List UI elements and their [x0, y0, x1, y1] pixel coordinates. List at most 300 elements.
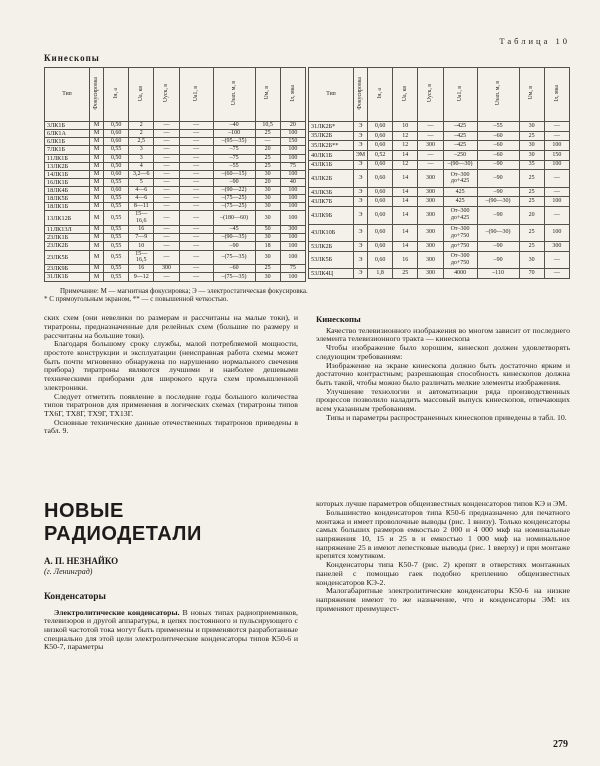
table-cell: Э	[354, 224, 368, 242]
tube-type-cell: 53ЛК5Б	[309, 251, 354, 269]
table-row	[45, 265, 306, 273]
table-cell: –(180—60)	[213, 211, 255, 226]
tube-type-cell: 43ЛК2Б	[309, 170, 354, 188]
table-cell: 2	[129, 130, 154, 138]
table-cell: 100	[544, 224, 569, 242]
table-cell: 20	[255, 146, 280, 154]
table-cell: —	[154, 154, 179, 162]
page-number: 279	[553, 739, 568, 750]
table-cell: –60	[477, 141, 519, 151]
table-row	[309, 170, 570, 188]
table-cell: –425	[443, 122, 477, 132]
column-header: Iл, мка	[280, 68, 305, 122]
paragraph: Типы и параметры распространенных кинескопов приведены в табл. 10.	[326, 412, 567, 422]
tube-type-cell: 3ЛК1Б	[45, 122, 90, 130]
table-row	[45, 146, 306, 154]
table-cell: М	[90, 250, 104, 265]
table-cell: 100	[280, 195, 305, 203]
table-cell: 0,55	[104, 265, 129, 273]
table-cell: 25	[519, 242, 544, 252]
table-row	[309, 187, 570, 197]
column-header: Uуск, в	[418, 68, 443, 122]
table-cell: —	[179, 130, 213, 138]
tube-type-cell: 31ЛК2Б*	[309, 122, 354, 132]
paragraph: Качество телевизионного изображения во многом зависит от последнего элемента телевизионного тракта — кинескопа	[316, 325, 570, 344]
table-notes	[44, 287, 570, 305]
table-cell: М	[90, 154, 104, 162]
tube-type-cell: 11ЛК13Л	[45, 226, 90, 234]
table-cell: Э	[354, 131, 368, 141]
column-header: Фокусировка	[354, 68, 368, 122]
tube-type-cell: 35ЛК2Б	[309, 131, 354, 141]
table-cell: —	[154, 242, 179, 250]
table-cell: М	[90, 234, 104, 242]
column-header: Uзап. м, в	[477, 68, 519, 122]
table-cell: 0,60	[104, 187, 129, 195]
table-cell: 25	[519, 187, 544, 197]
table-cell: –90	[477, 251, 519, 269]
table-cell: —	[179, 195, 213, 203]
table-cell: 14	[393, 170, 418, 188]
table-cell: От–300 до+425	[443, 170, 477, 188]
table-note: * С прямоугольным экраном, ** — с повышенной четкостью.	[44, 295, 229, 304]
table-cell: М	[90, 187, 104, 195]
table-cell: 100	[280, 146, 305, 154]
table-cell: От–300 до+750	[443, 251, 477, 269]
table-cell: 300	[544, 242, 569, 252]
table-cell: 0,60	[368, 131, 393, 141]
table-cell: Э	[354, 187, 368, 197]
table-row	[45, 242, 306, 250]
table-cell: –(75—25)	[213, 195, 255, 203]
table-row	[309, 242, 570, 252]
article-title-line: НОВЫЕ	[44, 500, 124, 523]
table-cell: 300	[418, 170, 443, 188]
table-cell: 30	[255, 273, 280, 281]
table-cell: –(90—30)	[443, 160, 477, 170]
paragraph: Основные технические данные отечественных тиратронов приведены в табл. 9.	[44, 417, 298, 436]
column-header: Uм, в	[255, 68, 280, 122]
table-cell: —	[544, 122, 569, 132]
table-cell: М	[90, 203, 104, 211]
table-cell: –55	[477, 122, 519, 132]
table-cell: –(90—30)	[477, 197, 519, 207]
table-cell: 4000	[443, 269, 477, 279]
table-cell: 0,52	[368, 150, 393, 160]
table-cell: ЭМ	[354, 150, 368, 160]
tube-type-cell: 23ЛК5Б	[45, 250, 90, 265]
paragraph: Изображение на экране кинескопа должно быть достаточно ярким и достаточно контрастным; разрешающая способность кинескопов должна быть такой, чтобы можно было различать мелкие элементы изображения.	[316, 360, 570, 387]
table-cell: —	[179, 146, 213, 154]
tube-type-cell: 6ЛК1Б	[45, 138, 90, 146]
article-left-column	[44, 500, 298, 652]
table-cell: 25	[519, 197, 544, 207]
article-title-line: РАДИОДЕТАЛИ	[44, 522, 202, 545]
table-cell: 20	[519, 207, 544, 225]
table-cell: 0,60	[104, 130, 129, 138]
table-cell: 300	[418, 224, 443, 242]
table-cell: —	[418, 131, 443, 141]
tube-type-cell: 23ЛК9Б	[45, 265, 90, 273]
paragraph: ских схем (они невелики по размерам и рассчитаны на малые токи), и тиратроны, предназначенные для релейных схем (большие по размеру и рассчитаны на большие токи).	[44, 313, 298, 340]
table-cell: –90	[477, 242, 519, 252]
table-cell: 0,60	[368, 122, 393, 132]
table-cell: М	[90, 273, 104, 281]
table-cell: до+750	[443, 242, 477, 252]
table-cell: 0,60	[368, 207, 393, 225]
table-cell: –90	[213, 178, 255, 186]
table-cell: –90	[477, 207, 519, 225]
table-cell: —	[179, 234, 213, 242]
tube-type-cell: 18ЛК4Б	[45, 187, 90, 195]
table-header	[45, 68, 306, 122]
table-cell: –(95—35)	[213, 138, 255, 146]
table-row	[45, 154, 306, 162]
table-cell: —	[179, 162, 213, 170]
table-row	[45, 203, 306, 211]
table-cell: 8—11	[129, 203, 154, 211]
table-cell: Э	[354, 141, 368, 151]
kinescopes-heading: Кинескопы	[316, 314, 361, 325]
table-cell: —	[179, 203, 213, 211]
table-cell: 10	[129, 242, 154, 250]
tube-type-cell: 16ЛК1Б	[45, 178, 90, 186]
table-cell: 14	[393, 242, 418, 252]
table-cell: —	[179, 265, 213, 273]
table-cell: 5	[129, 178, 154, 186]
table-row	[45, 178, 306, 186]
table-cell: —	[544, 131, 569, 141]
table-cell: 100	[280, 273, 305, 281]
column-header: Uа1, в	[179, 68, 213, 122]
table-cell: 30	[255, 234, 280, 242]
table-cell: 4	[129, 162, 154, 170]
table-cell: –60	[213, 265, 255, 273]
table-cell: Э	[354, 197, 368, 207]
table-cell: 3	[129, 154, 154, 162]
table-cell: —	[544, 251, 569, 269]
table-cell: 0,60	[104, 138, 129, 146]
table-cell: 300	[418, 242, 443, 252]
table-cell: —	[154, 203, 179, 211]
table-note: Примечание: М — магнитная фокусировка; Э — электростатическая фокусировка.	[60, 286, 308, 295]
table-cell: 0,50	[104, 154, 129, 162]
table-cell: –75	[213, 146, 255, 154]
right-text-column	[316, 314, 570, 436]
left-text-column	[44, 314, 298, 436]
table-cell: 300	[154, 265, 179, 273]
column-header: Uа, кв	[129, 68, 154, 122]
table-cell: 4—6	[129, 195, 154, 203]
paragraph: которых лучше параметров общеизвестных конденсаторов типов КЭ и ЭМ.	[316, 499, 568, 509]
table-cell: –(60—15)	[213, 170, 255, 178]
table-body	[309, 122, 570, 279]
paragraph-lead-text: В новых типах радиоприемников, телевизоров и другой аппаратуры, в цепях постоянного и пульсирующего с низкой частотой тока могут быть применены и применяются разработанные специально для этой цели электролитические конденсаторы типов К50-6 и К50-7, параметры	[44, 607, 299, 652]
table-cell: —	[179, 138, 213, 146]
table-cell: 12	[393, 141, 418, 151]
table-cell: —	[154, 250, 179, 265]
table-cell: –(90—22)	[213, 187, 255, 195]
table-body	[45, 122, 306, 282]
column-header: Uм, в	[519, 68, 544, 122]
table-cell: —	[154, 122, 179, 130]
article-author-city: (г. Ленинград)	[44, 566, 93, 576]
table-cell: —	[255, 138, 280, 146]
table-cell: —	[179, 154, 213, 162]
tube-type-cell: 18ЛК1Б	[45, 203, 90, 211]
table-cell: 0,60	[368, 170, 393, 188]
table-cell: 75	[280, 162, 305, 170]
table-cell: 0,55	[104, 250, 129, 265]
table-cell: 14	[393, 187, 418, 197]
table-row	[45, 195, 306, 203]
table-cell: 14	[393, 197, 418, 207]
table-cell: 300	[280, 226, 305, 234]
paragraph: Улучшение технологии и автоматизации ряда производственных процессов позволило наладить массовый выпуск кинескопов, отвечающих всем указанным требованиям.	[316, 386, 570, 414]
table-cell: —	[154, 195, 179, 203]
table-cell: 0,60	[368, 141, 393, 151]
table-cell: 30	[255, 250, 280, 265]
table-row	[45, 226, 306, 234]
table-cell: 14	[393, 224, 418, 242]
paragraph-lead-bold: Электролитические конденсаторы.	[54, 607, 180, 617]
table-cell: 3	[129, 146, 154, 154]
tube-type-cell: 14ЛК1Б	[45, 170, 90, 178]
table-cell: М	[90, 178, 104, 186]
table-row	[309, 251, 570, 269]
table-row	[45, 122, 306, 130]
tube-type-cell: 43ЛК9Б	[309, 207, 354, 225]
table-row	[45, 187, 306, 195]
table-cell: –100	[213, 130, 255, 138]
table-cell: 4—6	[129, 187, 154, 195]
table-cell: 16	[129, 265, 154, 273]
table-cell: 7—9	[129, 234, 154, 242]
table-cell: —	[154, 211, 179, 226]
table-cell: 0,55	[104, 234, 129, 242]
table-cell: —	[544, 207, 569, 225]
table-cell: –60	[477, 150, 519, 160]
table-cell: —	[179, 226, 213, 234]
tube-type-cell: 7ЛК1Б	[45, 146, 90, 154]
table-row	[45, 273, 306, 281]
table-cell: –(90—30)	[477, 224, 519, 242]
table-cell: 35	[519, 160, 544, 170]
tube-type-cell: 18ЛК5Б	[45, 195, 90, 203]
tube-type-cell: 43ЛК10Б	[309, 224, 354, 242]
table-cell: 0,55	[104, 273, 129, 281]
column-header: Iн, а	[368, 68, 393, 122]
table-cell: 20	[255, 178, 280, 186]
table-cell: 300	[418, 141, 443, 151]
tube-type-cell: 23ЛК2Б	[45, 242, 90, 250]
table-row	[45, 162, 306, 170]
table-cell: М	[90, 242, 104, 250]
tube-type-cell: 31ЛК1Б	[45, 273, 90, 281]
table-cell: 0,55	[104, 203, 129, 211]
column-header: Iл, мка	[544, 68, 569, 122]
table-cell: —	[154, 138, 179, 146]
paragraph: Следует отметить появление в последние годы большого количества типов тиратронов для применения в логических схемах (тиратроны типов ТХ6Г, ТХ8Г, ТХ9Г, ТХ13Г.	[44, 391, 298, 418]
table-cell: 300	[418, 269, 443, 279]
section-label: Кинескопы	[44, 53, 100, 63]
table-row	[309, 160, 570, 170]
column-header: Uуск, в	[154, 68, 179, 122]
table-cell: 0,60	[104, 170, 129, 178]
table-cell: —	[179, 211, 213, 226]
table-cell: —	[179, 273, 213, 281]
table-cell: 0,60	[368, 242, 393, 252]
table-cell: 0,55	[104, 195, 129, 203]
table-cell: 30	[519, 122, 544, 132]
table-cell: 30	[519, 251, 544, 269]
table-cell: М	[90, 211, 104, 226]
table-cell: –425	[443, 141, 477, 151]
table-cell: Э	[354, 207, 368, 225]
article-author: А. П. НЕЗНАЙКО	[44, 555, 119, 566]
table-cell: 0,55	[104, 242, 129, 250]
paragraph: Благодаря большому сроку службы, малой потребляемой мощности, простоте конструкции и эксплуатации (неисправная работа схемы может быть почти мгновенно обнаружена по нарушению нормального свечения прибора) тиратроны являются лучшими и наиболее дешевыми техническими приборами для широкого круга схем промышленной электроники.	[44, 339, 298, 392]
kinescope-parameters-table	[44, 67, 570, 282]
table-cell: 25	[255, 162, 280, 170]
table-cell: —	[154, 170, 179, 178]
table-cell: 25	[519, 224, 544, 242]
table-cell: 16	[129, 226, 154, 234]
paragraph: Большинство конденсаторов типа К50-6 предназначено для печатного монтажа и имеет проволочные выводы (рис. 1 внизу). Только конденсаторы самых больших размеров емкостью 2 000 и 4 000 мкф на номинальные напряжения 10, 15 и 25 в и емкостью 1 000 мкф на номинальное напряжение 25 в имеют лепестковые выводы (рис. 1 вверху) и при монтаже крепятся хомутиком.	[316, 507, 570, 561]
table-row	[309, 131, 570, 141]
table-cell: М	[90, 146, 104, 154]
table-cell: –110	[477, 269, 519, 279]
table-cell: 25	[255, 154, 280, 162]
table-label: Таблица 10	[499, 36, 570, 46]
column-header: Iн, а	[104, 68, 129, 122]
table-cell: 0,55	[104, 226, 129, 234]
table-row	[45, 138, 306, 146]
table-cell: М	[90, 265, 104, 273]
table-cell: 100	[280, 187, 305, 195]
table-cell: 100	[280, 242, 305, 250]
table-cell: –90	[477, 170, 519, 188]
table-cell: 25	[255, 130, 280, 138]
table-cell: М	[90, 162, 104, 170]
table-cell: 14	[393, 207, 418, 225]
table-cell: —	[154, 162, 179, 170]
table-cell: 100	[280, 203, 305, 211]
kinescope-table-right	[308, 67, 570, 279]
table-cell: 0,55	[104, 178, 129, 186]
article-right-column	[316, 500, 570, 652]
table-cell: 0,60	[368, 224, 393, 242]
table-cell: 30	[519, 150, 544, 160]
table-cell: 425	[443, 187, 477, 197]
table-cell: 15—16,6	[129, 211, 154, 226]
table-cell: 0,60	[368, 160, 393, 170]
table-cell: –250	[443, 150, 477, 160]
table-cell: –(75—35)	[213, 250, 255, 265]
table-row	[309, 122, 570, 132]
table-cell: М	[90, 170, 104, 178]
column-header: Тип	[309, 68, 354, 122]
table-cell: —	[179, 122, 213, 130]
table-cell: —	[179, 250, 213, 265]
table-row	[309, 150, 570, 160]
column-header: Uа1, в	[443, 68, 477, 122]
table-cell: М	[90, 122, 104, 130]
table-cell: —	[154, 187, 179, 195]
table-cell: 100	[280, 234, 305, 242]
table-cell: 15—16,5	[129, 250, 154, 265]
table-row	[45, 170, 306, 178]
column-header: Тип	[45, 68, 90, 122]
table-cell: 2,5	[129, 138, 154, 146]
table-cell: 0,60	[368, 197, 393, 207]
table-cell: 300	[418, 197, 443, 207]
table-cell: 12	[393, 160, 418, 170]
table-cell: 300	[418, 251, 443, 269]
table-cell: —	[179, 187, 213, 195]
table-cell: М	[90, 195, 104, 203]
table-row	[309, 224, 570, 242]
paragraph	[44, 609, 298, 653]
table-cell: –55	[213, 162, 255, 170]
column-header: Uзап. м, в	[213, 68, 255, 122]
capacitors-heading: Конденсаторы	[44, 591, 106, 602]
tube-type-cell: 35ЛК2Б**	[309, 141, 354, 151]
table-row	[309, 207, 570, 225]
table-cell: Э	[354, 251, 368, 269]
table-cell: 0,60	[368, 187, 393, 197]
table-cell: 25	[255, 265, 280, 273]
table-cell: —	[179, 178, 213, 186]
table-cell: 40	[280, 178, 305, 186]
table-cell: Э	[354, 170, 368, 188]
table-cell: –425	[443, 131, 477, 141]
table-cell: —	[418, 160, 443, 170]
table-row	[45, 130, 306, 138]
header-row	[309, 68, 570, 122]
tube-type-cell: 11ЛК1Б	[45, 154, 90, 162]
table-cell: –90	[477, 187, 519, 197]
table-cell: 150	[280, 138, 305, 146]
tube-type-cell: 23ЛК1Б	[45, 234, 90, 242]
table-cell: –(75—35)	[213, 273, 255, 281]
table-cell: –(90—35)	[213, 234, 255, 242]
table-cell: М	[90, 226, 104, 234]
article-section	[44, 500, 570, 652]
table-cell: –90	[477, 160, 519, 170]
paragraph: Чтобы изображение было хорошим, кинескоп должен удовлетворять следующим требованиям:	[316, 343, 570, 361]
article-title	[44, 500, 298, 545]
table-cell: 2	[129, 122, 154, 130]
table-cell: 75	[280, 265, 305, 273]
table-cell: —	[418, 150, 443, 160]
table-cell: 100	[280, 130, 305, 138]
tube-type-cell: 53ЛК2Б	[309, 242, 354, 252]
table-cell: —	[544, 269, 569, 279]
table-cell: 9—12	[129, 273, 154, 281]
table-cell: 30	[255, 170, 280, 178]
table-cell: —	[179, 170, 213, 178]
table-cell: Э	[354, 122, 368, 132]
tube-type-cell: 53ЛК4Ц	[309, 269, 354, 279]
table-cell: –75	[213, 154, 255, 162]
table-cell: 100	[280, 154, 305, 162]
table-cell: 100	[544, 197, 569, 207]
table-cell: —	[154, 273, 179, 281]
table-cell: 300	[418, 207, 443, 225]
top-text-columns	[44, 314, 570, 436]
table-cell: М	[90, 138, 104, 146]
